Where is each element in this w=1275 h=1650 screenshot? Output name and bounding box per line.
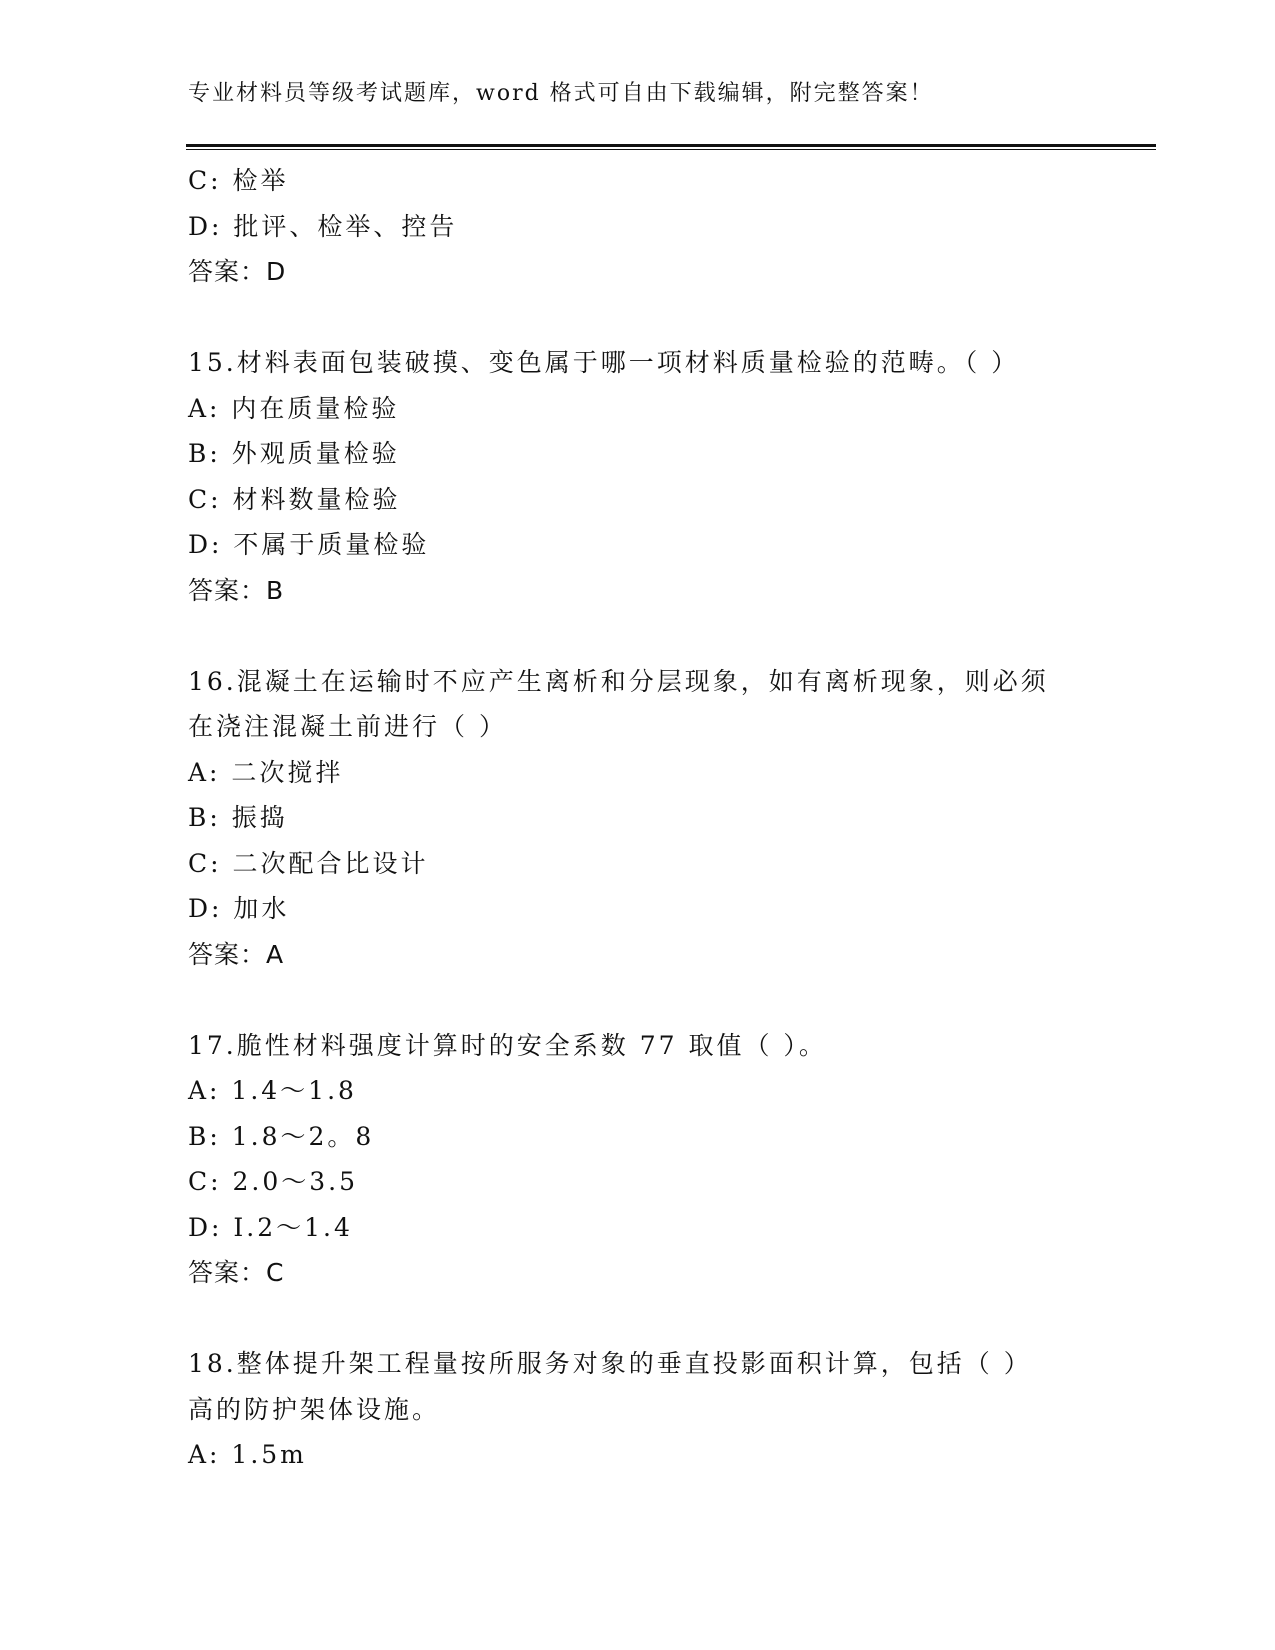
option-c: C: 材料数量检验: [188, 484, 401, 514]
option-a: A: 1.4～1.8: [188, 1076, 357, 1105]
option-a: A: 1.5m: [188, 1440, 307, 1469]
page-header: 专业材料员等级考试题库，word 格式可自由下载编辑，附完整答案！: [188, 81, 934, 106]
option-b: B: 振捣: [188, 803, 288, 832]
option-c: C: 检举: [188, 166, 289, 195]
question-stem: 16.混凝土在运输时不应产生离析和分层现象，如有离析现象，则必须: [188, 666, 1049, 696]
option-d: D: 加水: [188, 894, 290, 923]
header-divider: [186, 144, 1156, 150]
option-a: A: 内在质量检验: [188, 393, 400, 423]
option-d: D: I.2～1.4: [188, 1212, 353, 1242]
question-stem-continued: 高的防护架体设施。: [188, 1394, 441, 1424]
question-stem: 15.材料表面包装破摸、变色属于哪一项材料质量检验的范畴。（ ）: [188, 348, 1020, 377]
answer: 答案：D: [188, 257, 287, 286]
option-b: B: 1.8～2。8: [188, 1121, 375, 1151]
question-17: [188, 1023, 1088, 1296]
option-a: A: 二次搅拌: [188, 757, 344, 787]
question-15: [188, 340, 1088, 613]
question-stem: 18.整体提升架工程量按所服务对象的垂直投影面积计算，包括（ ）: [188, 1349, 1032, 1378]
option-c: C: 二次配合比设计: [188, 848, 429, 878]
question-stem: 17.脆性材料强度计算时的安全系数 77 取值（ ）。: [188, 1030, 827, 1060]
question-16: [188, 659, 1088, 978]
answer: 答案：A: [188, 939, 285, 969]
document-body: [188, 158, 1088, 1478]
question-18: [188, 1341, 1088, 1478]
previous-question-fragment: [188, 158, 1088, 295]
option-c: C: 2.0～3.5: [188, 1167, 359, 1196]
answer: 答案：B: [188, 575, 285, 605]
option-b: B: 外观质量检验: [188, 439, 400, 468]
answer: 答案：C: [188, 1258, 285, 1287]
option-d: D: 批评、检举、控告: [188, 211, 458, 241]
question-stem-continued: 在浇注混凝土前进行（ ）: [188, 712, 507, 741]
option-d: D: 不属于质量检验: [188, 530, 430, 559]
